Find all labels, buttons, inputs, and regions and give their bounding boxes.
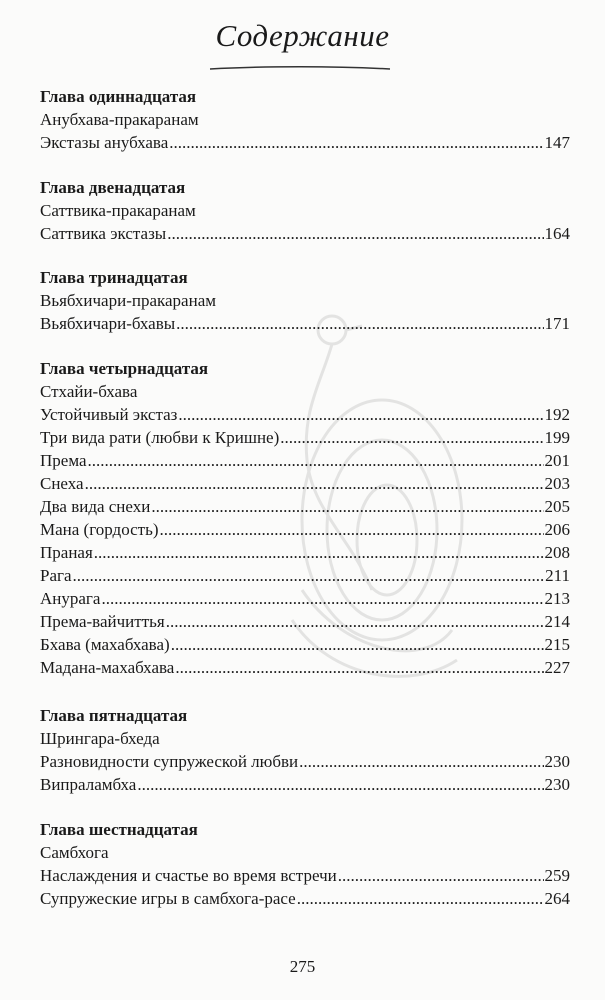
- entry-label: Наслаждения и счастье во время встречи: [40, 866, 337, 885]
- leader-dots: [178, 403, 543, 426]
- chapter-subtitle: Саттвика-пракаранам: [40, 201, 196, 220]
- toc-entry[interactable]: [40, 495, 570, 518]
- leader-dots: [137, 773, 543, 796]
- toc-entry[interactable]: [40, 587, 570, 610]
- entry-label: Саттвика экстазы: [40, 224, 167, 243]
- leader-dots: [151, 495, 543, 518]
- chapter-12: [40, 177, 570, 245]
- entry-label: Супружеские игры в самбхога-расе: [40, 889, 296, 908]
- entry-page: 147: [544, 133, 570, 152]
- toc-entry[interactable]: [40, 131, 570, 154]
- entry-page: 208: [544, 543, 570, 562]
- leader-dots: [73, 564, 545, 587]
- entry-label: Бхава (махабхава): [40, 635, 170, 654]
- entry-page: 206: [544, 520, 570, 539]
- toc-title: Содержание: [215, 18, 390, 53]
- toc-entry[interactable]: [40, 403, 570, 426]
- leader-dots: [167, 222, 543, 245]
- entry-page: 227: [544, 658, 570, 677]
- entry-page: 205: [544, 497, 570, 516]
- chapter-subtitle: Вьябхичари-пракаранам: [40, 291, 217, 310]
- chapter-heading: Глава пятнадцатая: [40, 706, 188, 725]
- chapter-14: [40, 358, 570, 679]
- toc-entry[interactable]: [40, 518, 570, 541]
- chapter-heading: Глава тринадцатая: [40, 268, 188, 287]
- leader-dots: [166, 610, 544, 633]
- toc-entry[interactable]: [40, 610, 570, 633]
- entry-label: Устойчивый экстаз: [40, 405, 178, 424]
- entry-label: Экстазы анубхава: [40, 133, 169, 152]
- entry-page: 264: [544, 889, 570, 908]
- chapter-subtitle: Шрингара-бхеда: [40, 729, 160, 748]
- toc-entry[interactable]: [40, 564, 570, 587]
- chapter-15: [40, 705, 570, 796]
- entry-label: Према: [40, 451, 87, 470]
- entry-page: 213: [544, 589, 570, 608]
- entry-label: Снеха: [40, 474, 84, 493]
- leader-dots: [94, 541, 544, 564]
- entry-label: Вьябхичари-бхавы: [40, 314, 176, 333]
- chapter-subtitle: Самбхога: [40, 843, 109, 862]
- toc-entry[interactable]: [40, 222, 570, 245]
- chapter-heading: Глава одиннадцатая: [40, 87, 197, 106]
- toc-entry[interactable]: [40, 633, 570, 656]
- entry-page: 164: [544, 224, 570, 243]
- entry-page: 259: [544, 866, 570, 885]
- entry-label: Праная: [40, 543, 93, 562]
- chapter-subtitle: Анубхава-пракаранам: [40, 110, 199, 129]
- leader-dots: [169, 131, 543, 154]
- entry-label: Три вида рати (любви к Кришне): [40, 428, 280, 447]
- leader-dots: [160, 518, 544, 541]
- toc-entry[interactable]: [40, 887, 570, 910]
- entry-page: 214: [544, 612, 570, 631]
- toc-entry[interactable]: [40, 656, 570, 679]
- toc-entry[interactable]: [40, 750, 570, 773]
- entry-label: Мадана-махабхава: [40, 658, 175, 677]
- title-underline-ornament-icon: [205, 64, 395, 72]
- leader-dots: [299, 750, 543, 773]
- entry-page: 215: [544, 635, 570, 654]
- entry-page: 201: [544, 451, 570, 470]
- chapter-16: [40, 819, 570, 910]
- toc-entry[interactable]: [40, 426, 570, 449]
- entry-label: Випраламбха: [40, 775, 137, 794]
- entry-label: Према-вайчиттья: [40, 612, 165, 631]
- chapter-13: [40, 267, 570, 335]
- chapter-heading: Глава шестнадцатая: [40, 820, 198, 839]
- leader-dots: [280, 426, 543, 449]
- chapter-heading: Глава двенадцатая: [40, 178, 186, 197]
- entry-label: Два вида снехи: [40, 497, 151, 516]
- chapter-heading: Глава четырнадцатая: [40, 359, 209, 378]
- chapter-11: [40, 86, 570, 154]
- entry-label: Рага: [40, 566, 72, 585]
- leader-dots: [297, 887, 544, 910]
- leader-dots: [101, 587, 543, 610]
- toc-entry[interactable]: [40, 449, 570, 472]
- toc-entry[interactable]: [40, 472, 570, 495]
- entry-page: 192: [544, 405, 570, 424]
- entry-label: Мана (гордость): [40, 520, 159, 539]
- chapter-subtitle: Стхайи-бхава: [40, 382, 138, 401]
- toc-entry[interactable]: [40, 773, 570, 796]
- leader-dots: [85, 472, 544, 495]
- entry-page: 230: [544, 775, 570, 794]
- entry-page: 171: [544, 314, 570, 333]
- entry-label: Разновидности супружеской любви: [40, 752, 299, 771]
- leader-dots: [171, 633, 544, 656]
- entry-page: 199: [544, 428, 570, 447]
- toc-entry[interactable]: [40, 541, 570, 564]
- leader-dots: [338, 864, 544, 887]
- entry-page: 211: [545, 566, 570, 585]
- entry-label: Анурага: [40, 589, 101, 608]
- entry-page: 230: [544, 752, 570, 771]
- toc-entry[interactable]: [40, 312, 570, 335]
- leader-dots: [175, 656, 543, 679]
- entry-page: 203: [544, 474, 570, 493]
- page-number: 275: [289, 957, 316, 976]
- leader-dots: [88, 449, 544, 472]
- toc-entry[interactable]: [40, 864, 570, 887]
- leader-dots: [176, 312, 543, 335]
